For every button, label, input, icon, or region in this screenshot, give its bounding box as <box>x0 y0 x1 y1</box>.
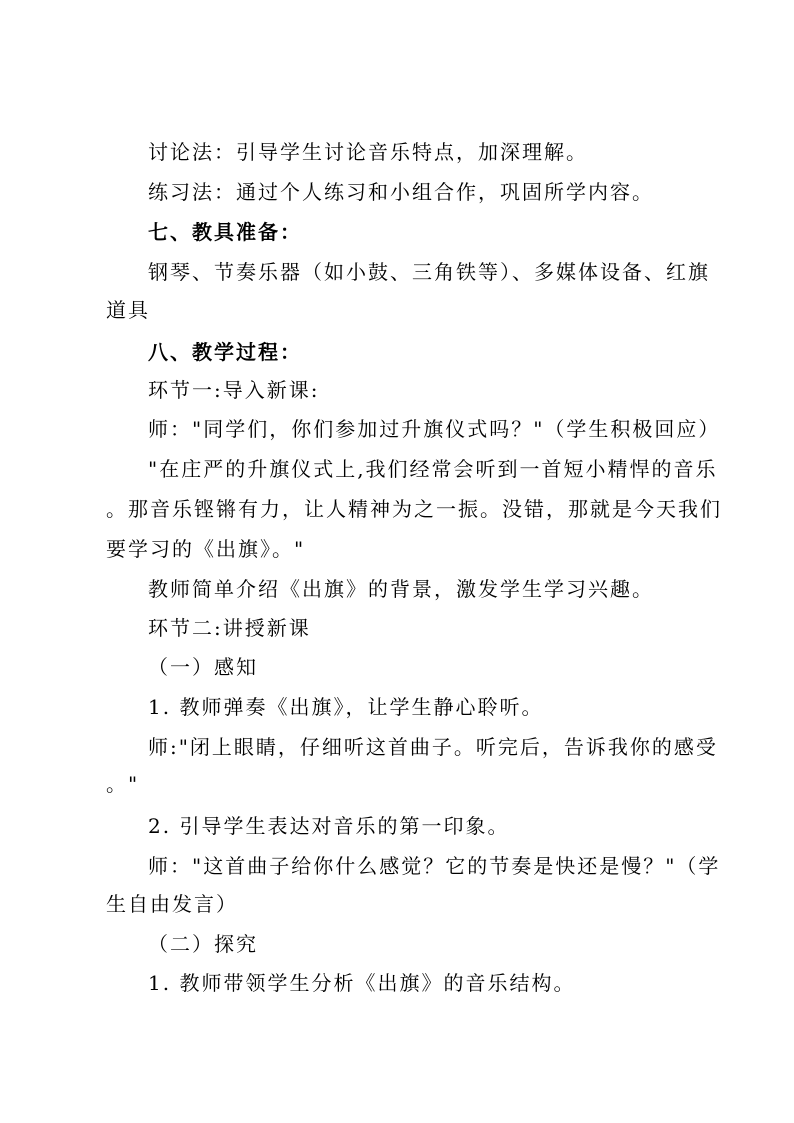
teacher-intro-line-3: 要学习的《出旗》。" <box>106 537 306 561</box>
teacher-intro-line-2: 。那音乐铿锵有力，让人精神为之一振。没错，那就是今天我们 <box>106 497 722 521</box>
teacher-instruction-listen: 师:"闭上眼睛，仔细听这首曲子。听完后，告诉我你的感受 <box>148 735 718 759</box>
list-item-1-play: 1. 教师弹奏《出旗》，让学生静心聆听。 <box>148 695 544 719</box>
paragraph-teaching-aids-cont: 道具 <box>106 298 150 322</box>
subsection-perceive: （一）感知 <box>148 655 258 679</box>
teacher-question-feeling: 师："这首曲子给你什么感觉？它的节奏是快还是慢？"（学 <box>148 854 721 878</box>
paragraph-discussion-method: 讨论法：引导学生讨论音乐特点，加深理解。 <box>148 140 588 164</box>
list-item-1-analyze: 1. 教师带领学生分析《出旗》的音乐结构。 <box>148 971 576 995</box>
teacher-instruction-listen-cont: 。" <box>106 772 140 796</box>
teacher-question-flag-ceremony: 师："同学们，你们参加过升旗仪式吗？"（学生积极回应） <box>148 417 721 441</box>
teacher-question-feeling-cont: 生自由发言） <box>106 892 238 916</box>
subsection-explore: （二）探究 <box>148 932 258 956</box>
step-two-title: 环节二:讲授新课 <box>148 616 311 640</box>
step-one-title: 环节一:导入新课: <box>148 378 320 402</box>
paragraph-background-intro: 教师简单介绍《出旗》的背景，激发学生学习兴趣。 <box>148 577 654 601</box>
section-heading-teaching-process: 八、教学过程： <box>148 340 302 364</box>
paragraph-teaching-aids: 钢琴、节奏乐器（如小鼓、三角铁等）、多媒体设备、红旗 <box>148 260 710 284</box>
section-heading-teaching-aids: 七、教具准备： <box>148 220 302 244</box>
teacher-intro-line-1: "在庄严的升旗仪式上,我们经常会听到一首短小精悍的音乐 <box>148 457 718 481</box>
list-item-2-impression: 2. 引导学生表达对音乐的第一印象。 <box>148 814 510 838</box>
paragraph-practice-method: 练习法：通过个人练习和小组合作，巩固所学内容。 <box>148 180 654 204</box>
